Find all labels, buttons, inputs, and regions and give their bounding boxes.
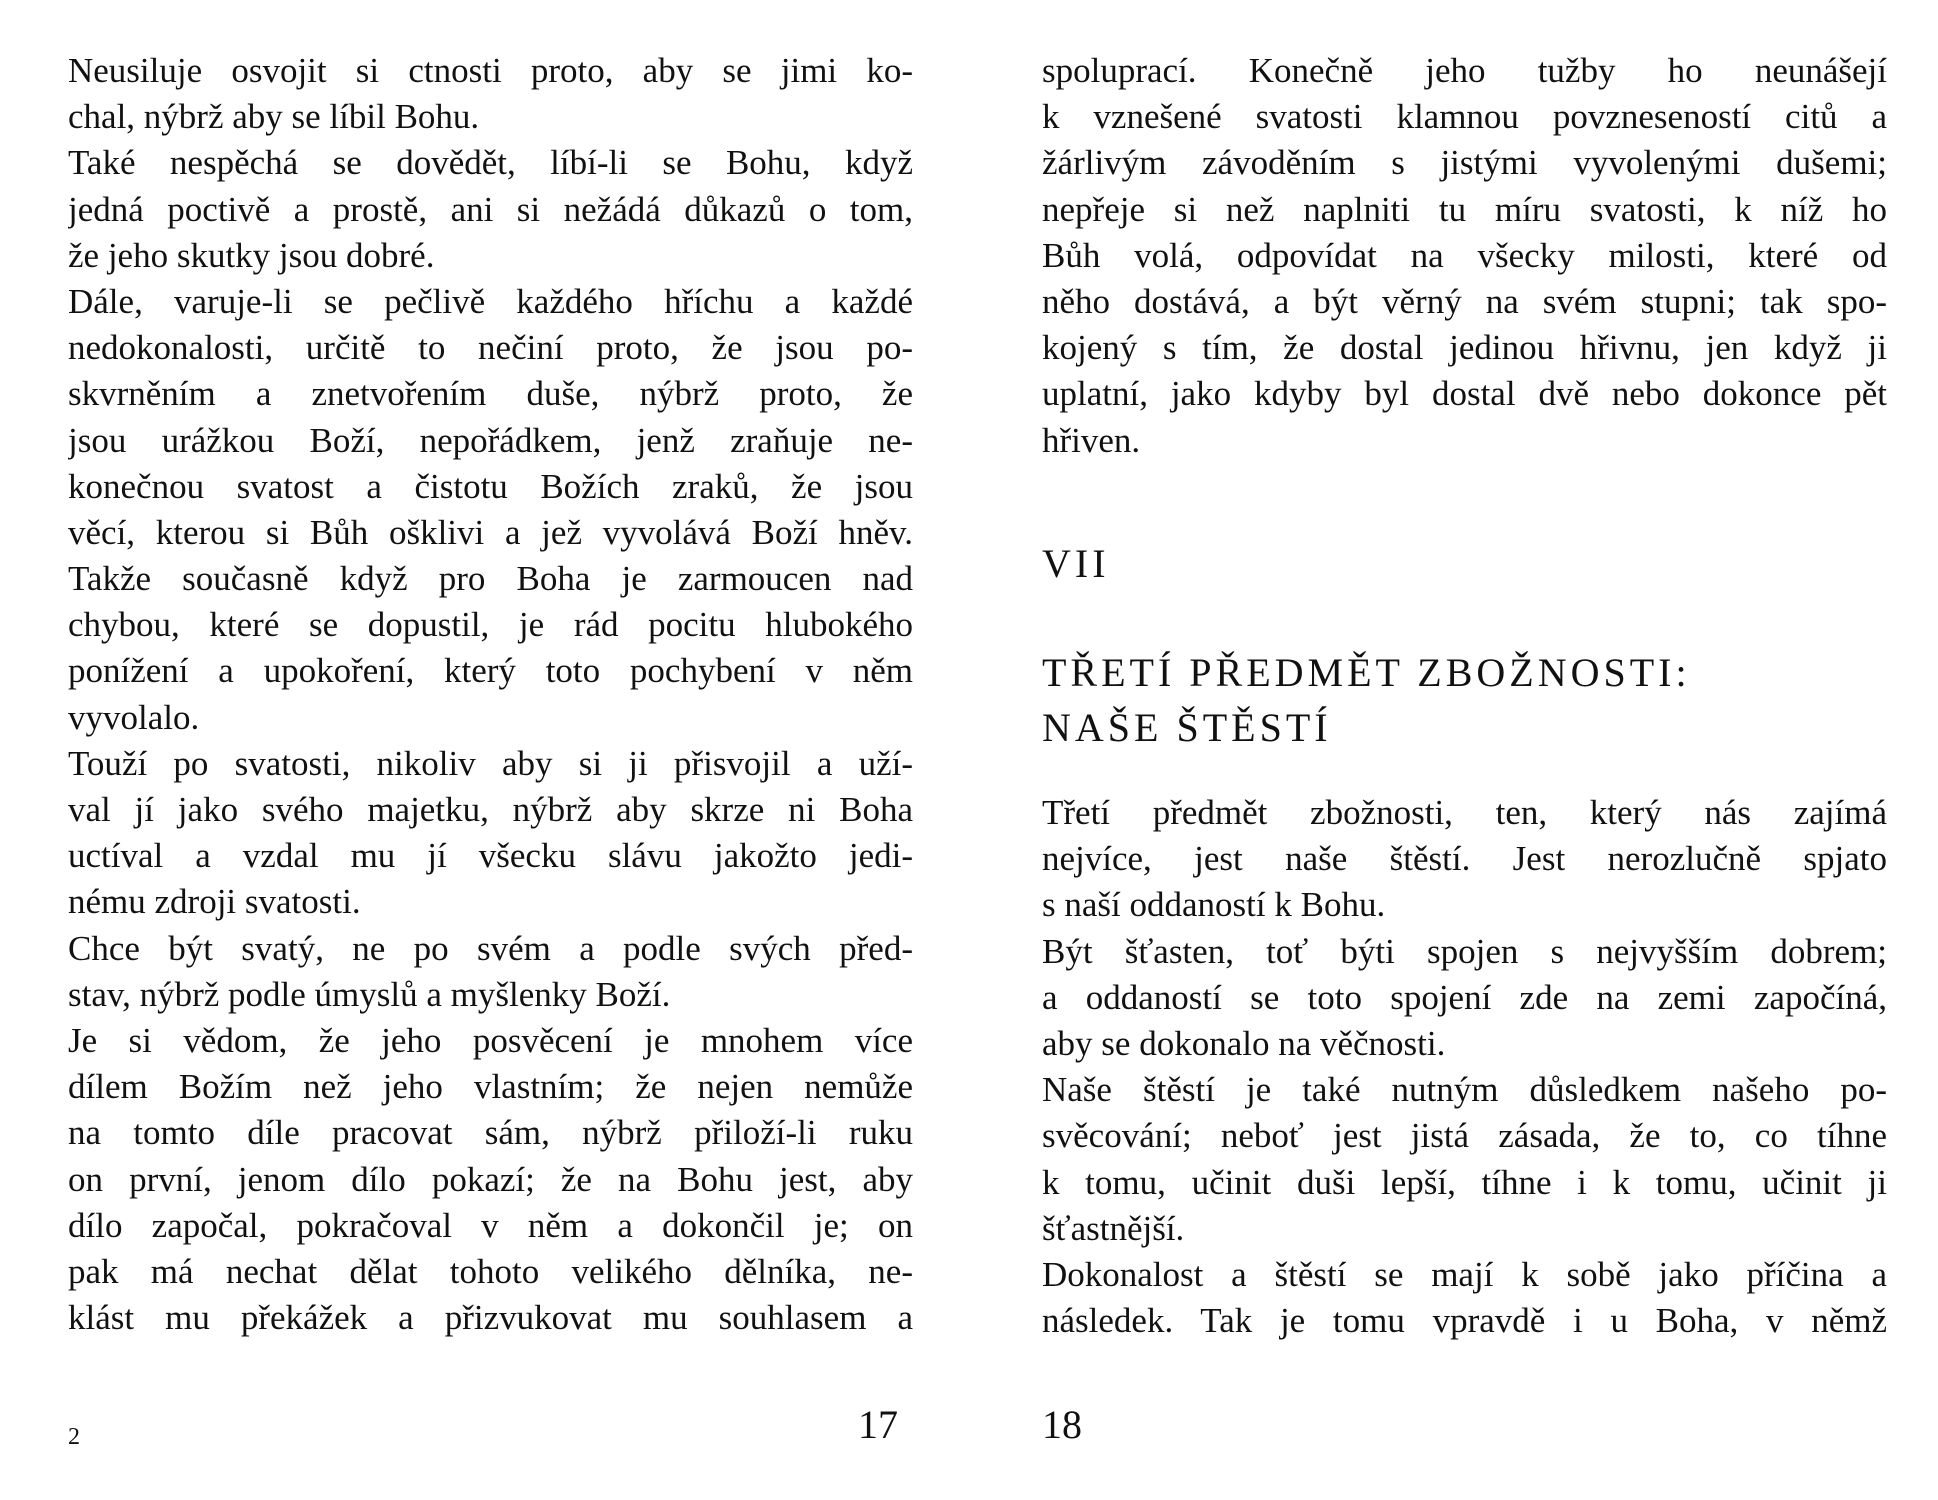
text-line: vyvolalo. xyxy=(68,697,200,737)
text-line: aby se dokonalo na věčnosti. xyxy=(1042,1023,1446,1063)
text-line: nedokonalosti, určitě to nečiní proto, že jsou po- xyxy=(68,328,913,368)
text-line: skvrněním a znetvořením duše, nýbrž proto, že xyxy=(68,374,913,414)
text-line: pak má nechat dělat tohoto velikého dělníka, ne- xyxy=(68,1251,913,1291)
text-line: věcí, kterou si Bůh ošklivi a jež vyvolává Boží hněv. xyxy=(68,512,913,552)
text-line: on první, jenom dílo pokazí; že na Bohu jest, aby xyxy=(68,1159,913,1199)
text-line: žárlivým závoděním s jistými vyvolenými dušemi; xyxy=(1042,143,1887,183)
right-page-body-text-top xyxy=(1042,48,1887,464)
right-page xyxy=(969,0,1938,1500)
text-line: k vznešené svatosti klamnou povzneseností citů a xyxy=(1042,97,1887,137)
text-line: Dále, varuje-li se pečlivě každého hříchu a každé xyxy=(68,281,913,321)
text-line: konečnou svatost a čistotu Božích zraků, že jsou xyxy=(68,466,913,506)
text-line: chal, nýbrž aby se líbil Bohu. xyxy=(68,97,480,137)
text-line: ponížení a upokoření, který toto pochybení v něm xyxy=(68,651,913,691)
text-line: k tomu, učinit duši lepší, tíhne i k tomu, učinit ji xyxy=(1042,1162,1887,1202)
text-line: šťastnější. xyxy=(1042,1208,1185,1248)
right-page-body-text-bottom xyxy=(1042,790,1887,1344)
text-line: a oddaností se toto spojení zde na zemi započíná, xyxy=(1042,977,1887,1017)
text-line: spoluprací. Konečně jeho tužby ho neunášejí xyxy=(1042,51,1887,90)
text-line: hřiven. xyxy=(1042,420,1141,460)
text-line: Naše štěstí je také nutným důsledkem našeho po- xyxy=(1042,1070,1887,1110)
text-line: Touží po svatosti, nikoliv aby si ji přisvojil a uží- xyxy=(68,743,913,783)
text-line: Je si vědom, že jeho posvěcení je mnohem více xyxy=(68,1020,913,1060)
text-line: nepřeje si než naplniti tu míru svatosti, k níž ho xyxy=(1042,189,1887,229)
text-line: následek. Tak je tomu vpravdě i u Boha, v němž xyxy=(1042,1301,1887,1341)
text-line: Chce být svatý, ne po svém a podle svých před- xyxy=(68,928,913,968)
chapter-title-line: NAŠE ŠTĚSTÍ xyxy=(1042,705,1332,750)
text-line: na tomto díle pracovat sám, nýbrž přiloží-li ruku xyxy=(68,1113,913,1153)
text-line: uctíval a vzdal mu jí všecku slávu jakožto jedi- xyxy=(68,836,913,876)
signature-mark: 2 xyxy=(68,1424,80,1450)
text-line: Neusiluje osvojit si ctnosti proto, aby se jimi ko- xyxy=(68,51,913,90)
text-line: Dokonalost a štěstí se mají k sobě jako příčina a xyxy=(1042,1254,1887,1294)
chapter-number: VII xyxy=(1042,541,1110,586)
page-number: 18 xyxy=(1042,1402,1082,1447)
text-line: dílo započal, pokračoval v něm a dokončil je; on xyxy=(68,1205,913,1245)
text-line: dílem Božím než jeho vlastním; že nejen nemůže xyxy=(68,1067,913,1107)
text-line: Být šťasten, toť býti spojen s nejvyšším dobrem; xyxy=(1042,931,1887,971)
text-line: Třetí předmět zbožnosti, ten, který nás zajímá xyxy=(1042,793,1887,832)
text-line: kojený s tím, že dostal jedinou hřivnu, jen když ji xyxy=(1042,328,1887,368)
text-line: chybou, které se dopustil, je rád pocitu hlubokého xyxy=(68,605,913,645)
text-line: něho dostává, a být věrný na svém stupni; tak spo- xyxy=(1042,281,1887,321)
left-page-body-text xyxy=(68,48,913,1341)
text-line: klást mu překážek a přizvukovat mu souhlasem a xyxy=(68,1298,913,1338)
text-line: že jeho skutky jsou dobré. xyxy=(68,235,435,275)
text-line: jsou urážkou Boží, nepořádkem, jenž zraňuje ne- xyxy=(68,420,913,460)
text-line: nejvíce, jest naše štěstí. Jest nerozlučně spjato xyxy=(1042,839,1887,879)
text-line: uplatní, jako kdyby byl dostal dvě nebo dokonce pět xyxy=(1042,374,1887,414)
text-line: s naší oddaností k Bohu. xyxy=(1042,885,1386,925)
text-line: stav, nýbrž podle úmyslů a myšlenky Boží. xyxy=(68,974,671,1014)
text-line: Bůh volá, odpovídat na všecky milosti, které od xyxy=(1042,235,1887,275)
text-line: Takže současně když pro Boha je zarmoucen nad xyxy=(68,559,913,599)
text-line: Také nespěchá se dovědět, líbí-li se Bohu, když xyxy=(68,143,913,183)
chapter-title-line: TŘETÍ PŘEDMĚT ZBOŽNOSTI: xyxy=(1042,650,1691,695)
text-line: val jí jako svého majetku, nýbrž aby skrze ni Boha xyxy=(68,790,913,829)
page-number: 17 xyxy=(858,1402,898,1447)
chapter-title xyxy=(1042,645,1887,755)
text-line: jedná poctivě a prostě, ani si nežádá důkazů o tom, xyxy=(68,189,913,229)
text-line: nému zdroji svatosti. xyxy=(68,882,361,922)
text-line: svěcování; neboť jest jistá zásada, že to, co tíhne xyxy=(1042,1116,1887,1156)
